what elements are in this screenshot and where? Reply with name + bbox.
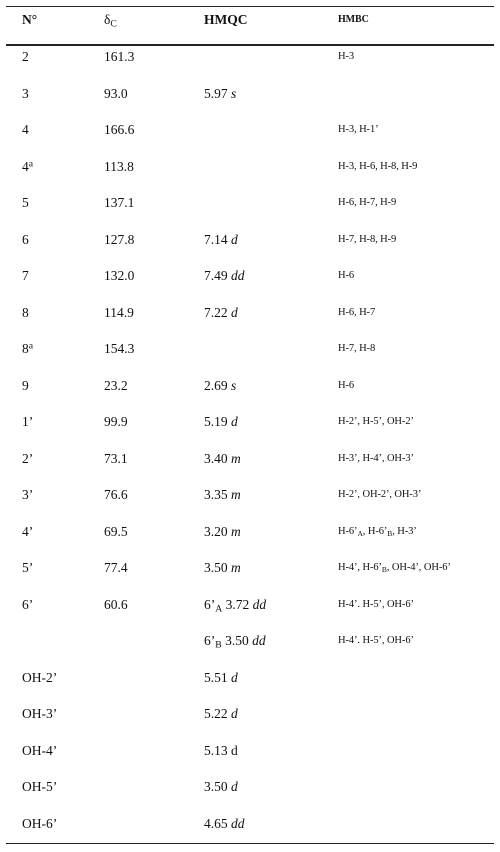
cell-hmqc: 5.13 d (204, 742, 238, 758)
cell-hmqc: 5.22 d (204, 706, 238, 721)
cell-hmqc: 4.65 dd (204, 815, 245, 831)
table-row (0, 597, 500, 633)
cell-position: 8$^a$ (22, 340, 34, 356)
table-row (0, 49, 500, 85)
table-row (0, 305, 500, 341)
table-row (0, 779, 500, 815)
cell-hmbc: H-2’, OH-2’, OH-3’ (338, 489, 422, 500)
cell-position: 4’ (22, 523, 34, 539)
cell-hmqc: 3.40 m (204, 450, 241, 466)
table-bottom-rule (6, 843, 494, 844)
cell-delta-c: 60.6 (104, 596, 128, 612)
table-row (0, 122, 500, 158)
cell-delta-c: 76.6 (104, 487, 128, 502)
cell-hmqc: $6’_B$ 3.50 dd (204, 633, 266, 651)
cell-delta-c: 127.8 (104, 231, 135, 247)
cell-position: 6’ (22, 596, 34, 612)
multiplicity: d (231, 669, 238, 685)
cell-hmqc: 5.97 s (204, 85, 237, 101)
cell-position: OH-5’ (22, 779, 58, 794)
cell-delta-c: 73.1 (104, 450, 128, 466)
table-row (0, 706, 500, 742)
cell-delta-c: 93.0 (104, 85, 128, 101)
cell-position: 9 (22, 377, 29, 393)
table-row (0, 268, 500, 304)
multiplicity: m (231, 450, 241, 466)
cell-position: 2 (22, 49, 29, 64)
cell-delta-c: 77.4 (104, 560, 128, 575)
table-row (0, 633, 500, 669)
table-row (0, 232, 500, 268)
table-row (0, 414, 500, 450)
multiplicity: dd (231, 815, 245, 831)
cell-hmbc: $H-6’_A$, $H-6’_B$, H-3’ (338, 525, 417, 538)
table-row (0, 560, 500, 596)
cell-delta-c: 113.8 (104, 158, 134, 174)
multiplicity: s (231, 377, 237, 393)
cell-delta-c: 154.3 (104, 341, 135, 356)
cell-position: OH-6’ (22, 815, 58, 831)
header-no: N° (22, 12, 38, 27)
cell-position: 5 (22, 195, 29, 210)
delta-symbol: δ (104, 12, 111, 27)
cell-hmbc: H-6 (338, 379, 355, 391)
cell-hmbc: H-7, H-8, H-9 (338, 233, 397, 245)
cell-delta-c: 166.6 (104, 122, 135, 137)
multiplicity: dd (252, 596, 267, 612)
cell-delta-c: 114.9 (104, 304, 134, 320)
cell-position: 3’ (22, 487, 34, 502)
table-header (0, 0, 500, 36)
multiplicity: m (231, 487, 241, 502)
cell-hmqc: $6’_A$ 3.72 dd (204, 596, 267, 614)
cell-position: OH-4’ (22, 742, 58, 758)
table-row (0, 86, 500, 122)
cell-hmbc: H-6, H-7 (338, 306, 376, 318)
table-row (0, 195, 500, 231)
cell-position: OH-3’ (22, 706, 58, 721)
cell-hmbc: H-4’, $H-6’_B$, OH-4’, OH-6’ (338, 562, 451, 574)
cell-hmqc: 3.35 m (204, 487, 241, 502)
cell-position: 8 (22, 304, 29, 320)
cell-delta-c: 137.1 (104, 195, 135, 210)
table-row (0, 378, 500, 414)
multiplicity: dd (231, 268, 245, 283)
cell-delta-c: 23.2 (104, 377, 128, 393)
multiplicity: s (231, 85, 237, 101)
multiplicity: d (231, 779, 238, 794)
table-header-rule (6, 44, 494, 46)
cell-hmbc: H-3, H-6, H-8, H-9 (338, 160, 418, 172)
cell-position: 5’ (22, 560, 34, 575)
cell-hmqc: 3.50 d (204, 779, 238, 794)
cell-position: 4$^a$ (22, 158, 34, 174)
table-row (0, 159, 500, 195)
position-superscript: a (28, 340, 34, 352)
multiplicity: d (231, 742, 238, 758)
cell-delta-c: 69.5 (104, 523, 128, 539)
cell-hmbc: H-7, H-8 (338, 343, 376, 354)
cell-position: 1’ (22, 414, 34, 429)
multiplicity: d (231, 231, 238, 247)
table-row (0, 816, 500, 852)
cell-position: 7 (22, 268, 29, 283)
cell-hmqc: 7.49 dd (204, 268, 245, 283)
cell-hmbc: H-6, H-7, H-9 (338, 197, 397, 208)
cell-hmbc: H-4’. H-5’, OH-6’ (338, 635, 414, 646)
cell-delta-c: 99.9 (104, 414, 128, 429)
cell-hmqc: 3.50 m (204, 560, 241, 575)
cell-hmqc: 7.22 d (204, 304, 238, 320)
table-row (0, 487, 500, 523)
cell-hmbc: H-6 (338, 270, 355, 281)
cell-position: 2’ (22, 450, 34, 466)
multiplicity: d (231, 414, 238, 429)
cell-delta-c: 132.0 (104, 268, 135, 283)
table-row (0, 670, 500, 706)
multiplicity: m (231, 523, 241, 539)
cell-hmbc: H-3 (338, 51, 355, 62)
table-row (0, 743, 500, 779)
cell-hmqc: 2.69 s (204, 377, 237, 393)
cell-position: 6 (22, 231, 29, 247)
cell-hmbc: H-3’, H-4’, OH-3’ (338, 452, 414, 464)
cell-position: OH-2’ (22, 669, 58, 685)
cell-hmbc: H-4’. H-5’, OH-6’ (338, 598, 414, 610)
cell-hmqc: 5.51 d (204, 669, 238, 685)
multiplicity: m (231, 560, 241, 575)
table-row (0, 341, 500, 377)
cell-hmbc: H-2’, H-5’, OH-2’ (338, 416, 414, 427)
cell-position: 4 (22, 122, 29, 137)
cell-delta-c: 161.3 (104, 49, 135, 64)
multiplicity: d (231, 304, 238, 320)
position-superscript: a (28, 158, 34, 170)
cell-hmqc: 3.20 m (204, 523, 241, 539)
table-row (0, 451, 500, 487)
cell-position: 3 (22, 85, 29, 101)
cell-hmqc: 7.14 d (204, 231, 238, 247)
multiplicity: dd (252, 633, 266, 648)
cell-hmqc: 5.19 d (204, 414, 238, 429)
multiplicity: d (231, 706, 238, 721)
header-hmbc: HMBC (338, 14, 369, 25)
delta-subscript: C (110, 18, 117, 30)
header-delta-c (104, 12, 117, 28)
cell-hmbc: H-3, H-1’ (338, 124, 379, 135)
header-hmqc: HMQC (204, 12, 248, 27)
table-row (0, 524, 500, 560)
